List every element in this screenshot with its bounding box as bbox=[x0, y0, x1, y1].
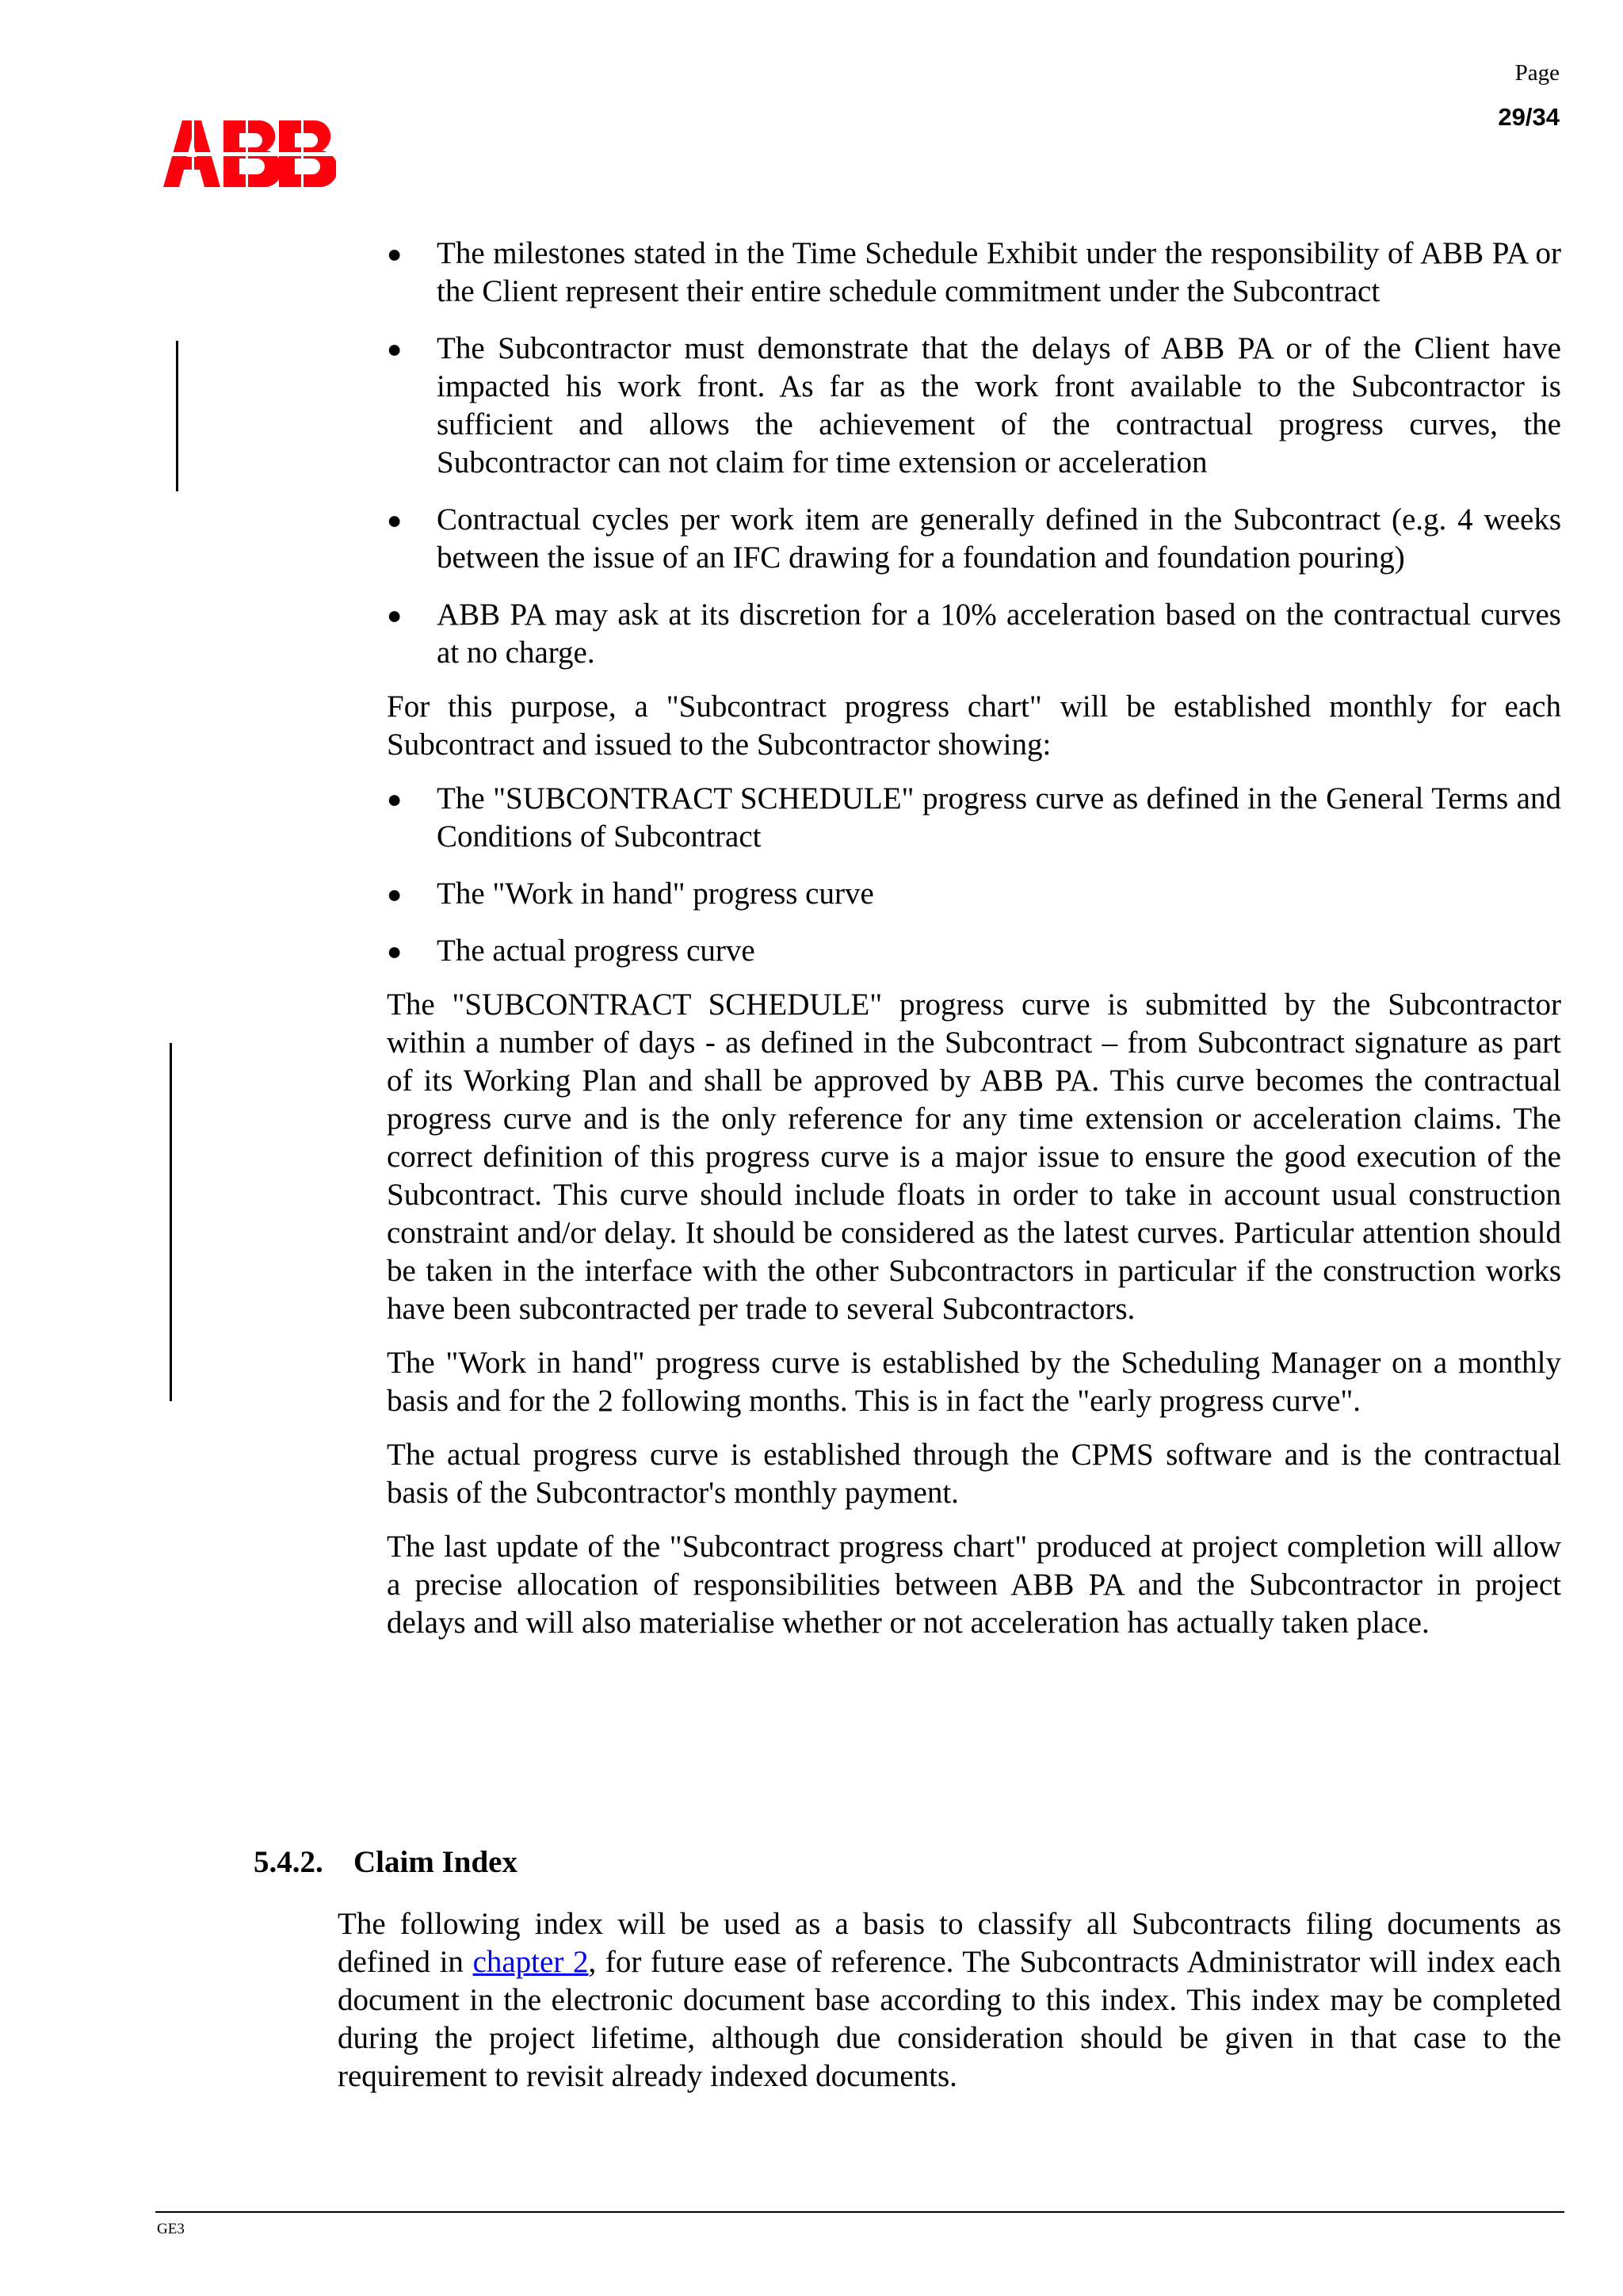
page-label: Page bbox=[1514, 60, 1560, 86]
abb-logo-graphic bbox=[163, 120, 336, 187]
bullet-item bbox=[387, 330, 1561, 482]
revision-change-bar bbox=[176, 341, 178, 491]
body-content bbox=[387, 235, 1561, 1642]
bullet-text: The actual progress curve bbox=[437, 934, 755, 968]
footer-code: GE3 bbox=[157, 2221, 185, 2237]
bullet-text: ABB PA may ask at its discretion for a 10% acceleration based on the contractual curves at no charge. bbox=[437, 598, 1561, 670]
section-heading bbox=[254, 1843, 517, 1881]
bullet-text: The milestones stated in the Time Schedule Exhibit under the responsibility of ABB PA or the Client represent their entire schedule commitment under the Subcontract bbox=[437, 236, 1561, 308]
bullet-item bbox=[387, 932, 1561, 970]
section-paragraph bbox=[338, 1905, 1561, 2095]
bullet-item bbox=[387, 875, 1561, 913]
section-text-after-link: , for future ease of reference. The Subcontracts Administrator will index each document in the electronic document base according to this index. This index may be completed during the project lifetime, although due consideration should be given in that case to the requirement to revisit already indexed documents. bbox=[338, 1945, 1561, 2093]
abb-logo-letters bbox=[163, 120, 336, 187]
bullet-dot-icon: ● bbox=[387, 239, 403, 268]
bullet-text: The Subcontractor must demonstrate that the delays of ABB PA or of the Client have impacted his work front. As far as the work front available to the Subcontractor is sufficient and allows the achievement of the contractual progress curves, the Subcontractor can not claim for time extension or acceleration bbox=[437, 331, 1561, 479]
bullet-dot-icon: ● bbox=[387, 334, 403, 363]
bullet-dot-icon: ● bbox=[387, 937, 403, 965]
bullet-dot-icon: ● bbox=[387, 880, 403, 908]
bullet-item bbox=[387, 780, 1561, 856]
bullet-item bbox=[387, 501, 1561, 577]
bullet-dot-icon: ● bbox=[387, 785, 403, 813]
paragraph-actual: The actual progress curve is established through the CPMS software and is the contractual basis of the Subcontractor's monthly payment. bbox=[387, 1438, 1561, 1510]
section-title: Claim Index bbox=[353, 1845, 517, 1879]
section-number: 5.4.2. bbox=[254, 1845, 323, 1879]
revision-change-bar bbox=[170, 1043, 172, 1401]
chapter-2-link[interactable]: chapter 2 bbox=[472, 1945, 589, 1979]
page-number: 29/34 bbox=[1498, 103, 1560, 131]
section-text-before-link: The following index will be used as a basis to classify all Subcontracts filing documents as defined in bbox=[338, 1907, 1561, 1979]
bullet-item bbox=[387, 596, 1561, 672]
bullet-item bbox=[387, 235, 1561, 311]
paragraph-last-update: The last update of the "Subcontract progress chart" produced at project completion will allow a precise allocation of responsibilities between ABB PA and the Subcontractor in project delays and will also materialise whether or not acceleration has actually taken place. bbox=[387, 1530, 1561, 1640]
bullet-text: The "SUBCONTRACT SCHEDULE" progress curve as defined in the General Terms and Conditions of Subcontract bbox=[437, 781, 1561, 854]
bullet-dot-icon: ● bbox=[387, 506, 403, 534]
paragraph-work-in-hand: The "Work in hand" progress curve is established by the Scheduling Manager on a monthly basis and for the 2 following months. This is in fact the "early progress curve". bbox=[387, 1346, 1561, 1418]
paragraph-schedule: The "SUBCONTRACT SCHEDULE" progress curve is submitted by the Subcontractor within a number of days - as defined in the Subcontract – from Subcontract signature as part of its Working Plan and shall be approved by ABB PA. This curve becomes the contractual progress curve and is the only reference for any time extension or acceleration claims. The correct definition of this progress curve is a major issue to ensure the good execution of the Subcontract. This curve should include floats in order to take in account usual construction constraint and/or delay. It should be considered as the latest curves. Particular attention should be taken in the interface with the other Subcontractors in particular if the construction works have been subcontracted per trade to several Subcontractors. bbox=[387, 988, 1561, 1326]
abb-logo bbox=[163, 120, 336, 187]
bullet-text: Contractual cycles per work item are generally defined in the Subcontract (e.g. 4 weeks between the issue of an IFC drawing for a foundation and foundation pouring) bbox=[437, 502, 1561, 575]
footer-divider bbox=[155, 2211, 1564, 2213]
bullet-text: The "Work in hand" progress curve bbox=[437, 877, 874, 911]
paragraph-purpose: For this purpose, a "Subcontract progress chart" will be established monthly for each Subcontract and issued to the Subcontractor showing: bbox=[387, 690, 1561, 762]
bullet-dot-icon: ● bbox=[387, 601, 403, 629]
